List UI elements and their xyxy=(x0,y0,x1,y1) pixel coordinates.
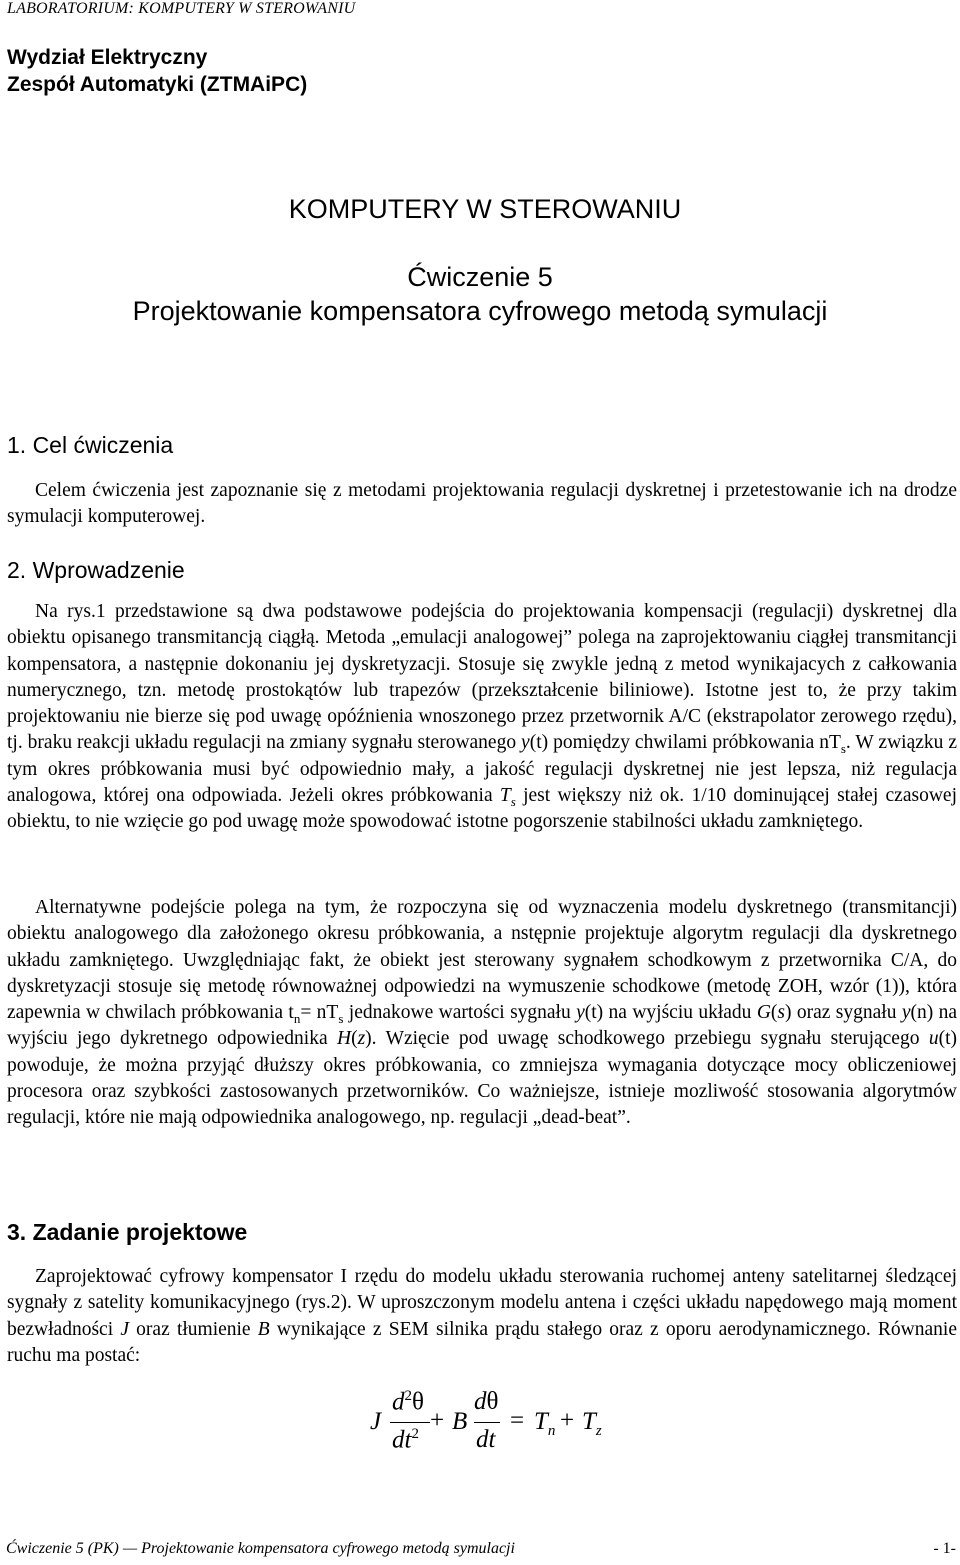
course-title xyxy=(0,194,960,225)
eq-plus-2: + xyxy=(560,1407,575,1434)
design-task-paragraph: Zaprojektować cyfrowy kompensator I rzędu do modelu układu sterowania ruchomej anteny satelitarnej śledzącej sygnały z satelity komunikacyjnego (rys.2). W uproszczonym modelu antena i części układu napędowego mają moment bezwładności J oraz tłumienie B wynikające z SEM silnika prądu stałego oraz z oporu aerodynamicznego. Równanie ruchu ma postać: xyxy=(7,1266,957,1366)
section-goal-paragraph: Celem ćwiczenia jest zapoznanie się z metodami projektowania regulacji dyskretnej i przetestowanie ich na drodze symulacji komputerowej. xyxy=(7,480,957,528)
exercise-number: Ćwiczenie 5 xyxy=(407,262,553,292)
equation-of-motion xyxy=(370,1380,610,1480)
eq-fraction-bar-2 xyxy=(474,1422,500,1423)
course-title-text: KOMPUTERY W STEROWANIU xyxy=(288,194,682,224)
exercise-title: Projektowanie kompensatora cyfrowego metodą symulacji xyxy=(132,296,828,326)
running-header: LABORATORIUM: KOMPUTERY W STEROWANIU xyxy=(7,0,356,17)
faculty-name: Wydział Elektryczny xyxy=(7,46,208,69)
eq-B: B xyxy=(452,1408,468,1435)
section-heading-goal: 1. Cel ćwiczenia xyxy=(7,432,174,458)
introduction-paragraph-1: Na rys.1 przedstawione są dwa podstawowe podejścia do projektowania kompensacji (regulacji) dyskretnej dla obiektu opisanego transmitancją ciągłą. Metoda „emulacji analogowej” polega na zaprojektowaniu ciągłej transmitancji kompensatora, a następnie dokonaniu jej dyskretyzacji. Stosuje się zwykle jedną z metod wynikajacych z całkowania numerycznego, tzn. metodę prostokątów lub trapezów (przekształcenie biliniowe). Istotne jest to, że przy takim projektowaniu nie bierze się pod uwagę opóźnienia wnoszonego przez przetwornik A/C (ekstrapolator zerowego rzędu), tj. braku reakcji układu regulacji na zmiany sygnału sterowanego y(t) pomiędzy chwilami próbkowania $nT_s$. W związku z tym okres próbkowania musi być odpowiednio mały, a jakość regulacji dyskretnej nie jest lepsza, niż regulacja analogowa, której ona odpowiada. Jeżeli okres próbkowania $T_s$ jest większy niż ok. 1/10 dominującej stałej czasowej obiektu, to nie wzięcie go pod uwagę może spowodować istotne pogorszenie stabilności układu zamkniętego. xyxy=(7,601,957,833)
section-heading-introduction: 2. Wprowadzenie xyxy=(7,557,185,583)
eq-Tz: $T_z$ xyxy=(582,1408,602,1439)
eq-numerator-1: $d^2\theta$ xyxy=(392,1388,424,1416)
introduction-paragraph-2: Alternatywne podejście polega na tym, że rozpoczyna się od wyznaczenia modelu dyskretnego (transmitancji) obiektu analogowego dla założonego okresu próbkowania, a nstępnie projektuje algorytm regulacji dla dyskretnego układu zamkniętego. Uwzględniając fakt, że obiekt jest sterowany sygnałem schodkowym z przetwornika C/A, do dyskretyzacji stosuje się metodę równoważnej odpowiedzi na wymuszenie schodkowe (metodę ZOH, wzór (1)), która zapewnia w chwilach próbkowania $t_n= nT_s$ jednakowe wartości sygnału y(t) na wyjściu układu G(s) oraz sygnału y(n) na wyjściu jego dykretnego odpowiednika H(z). Wzięcie pod uwagę schodkowego przebiegu sygnału sterującego u(t) powoduje, że można przyjąć dłuższy okres próbkowania, co zmniejsza wymagania dotyczące mocy obliczeniowej procesora oraz szybkości zastosowanych przetworników. Co ważniejsze, istnieje mozliwość stosowania algorytmów regulacji, które nie mają odpowiednika analogowego, np. regulacji „dead-beat”. xyxy=(7,897,958,1129)
eq-J: J xyxy=(370,1408,382,1435)
faculty-block xyxy=(7,44,307,98)
eq-equals: = xyxy=(510,1407,525,1434)
page-number: - 1- xyxy=(933,1540,956,1557)
eq-denominator-1: $dt^2$ xyxy=(392,1426,419,1454)
eq-denominator-2: dt xyxy=(476,1426,496,1453)
eq-Tn: $T_n$ xyxy=(534,1408,556,1439)
eq-plus-1: + xyxy=(430,1407,445,1434)
eq-fraction-bar-1 xyxy=(390,1422,430,1423)
section-heading-design-task: 3. Zadanie projektowe xyxy=(7,1219,248,1245)
footer-title: Ćwiczenie 5 (PK) — Projektowanie kompensatora cyfrowego metodą symulacji xyxy=(6,1540,515,1557)
eq-numerator-2: dθ xyxy=(474,1388,499,1415)
department-name: Zespół Automatyki (ZTMAiPC) xyxy=(7,73,308,96)
